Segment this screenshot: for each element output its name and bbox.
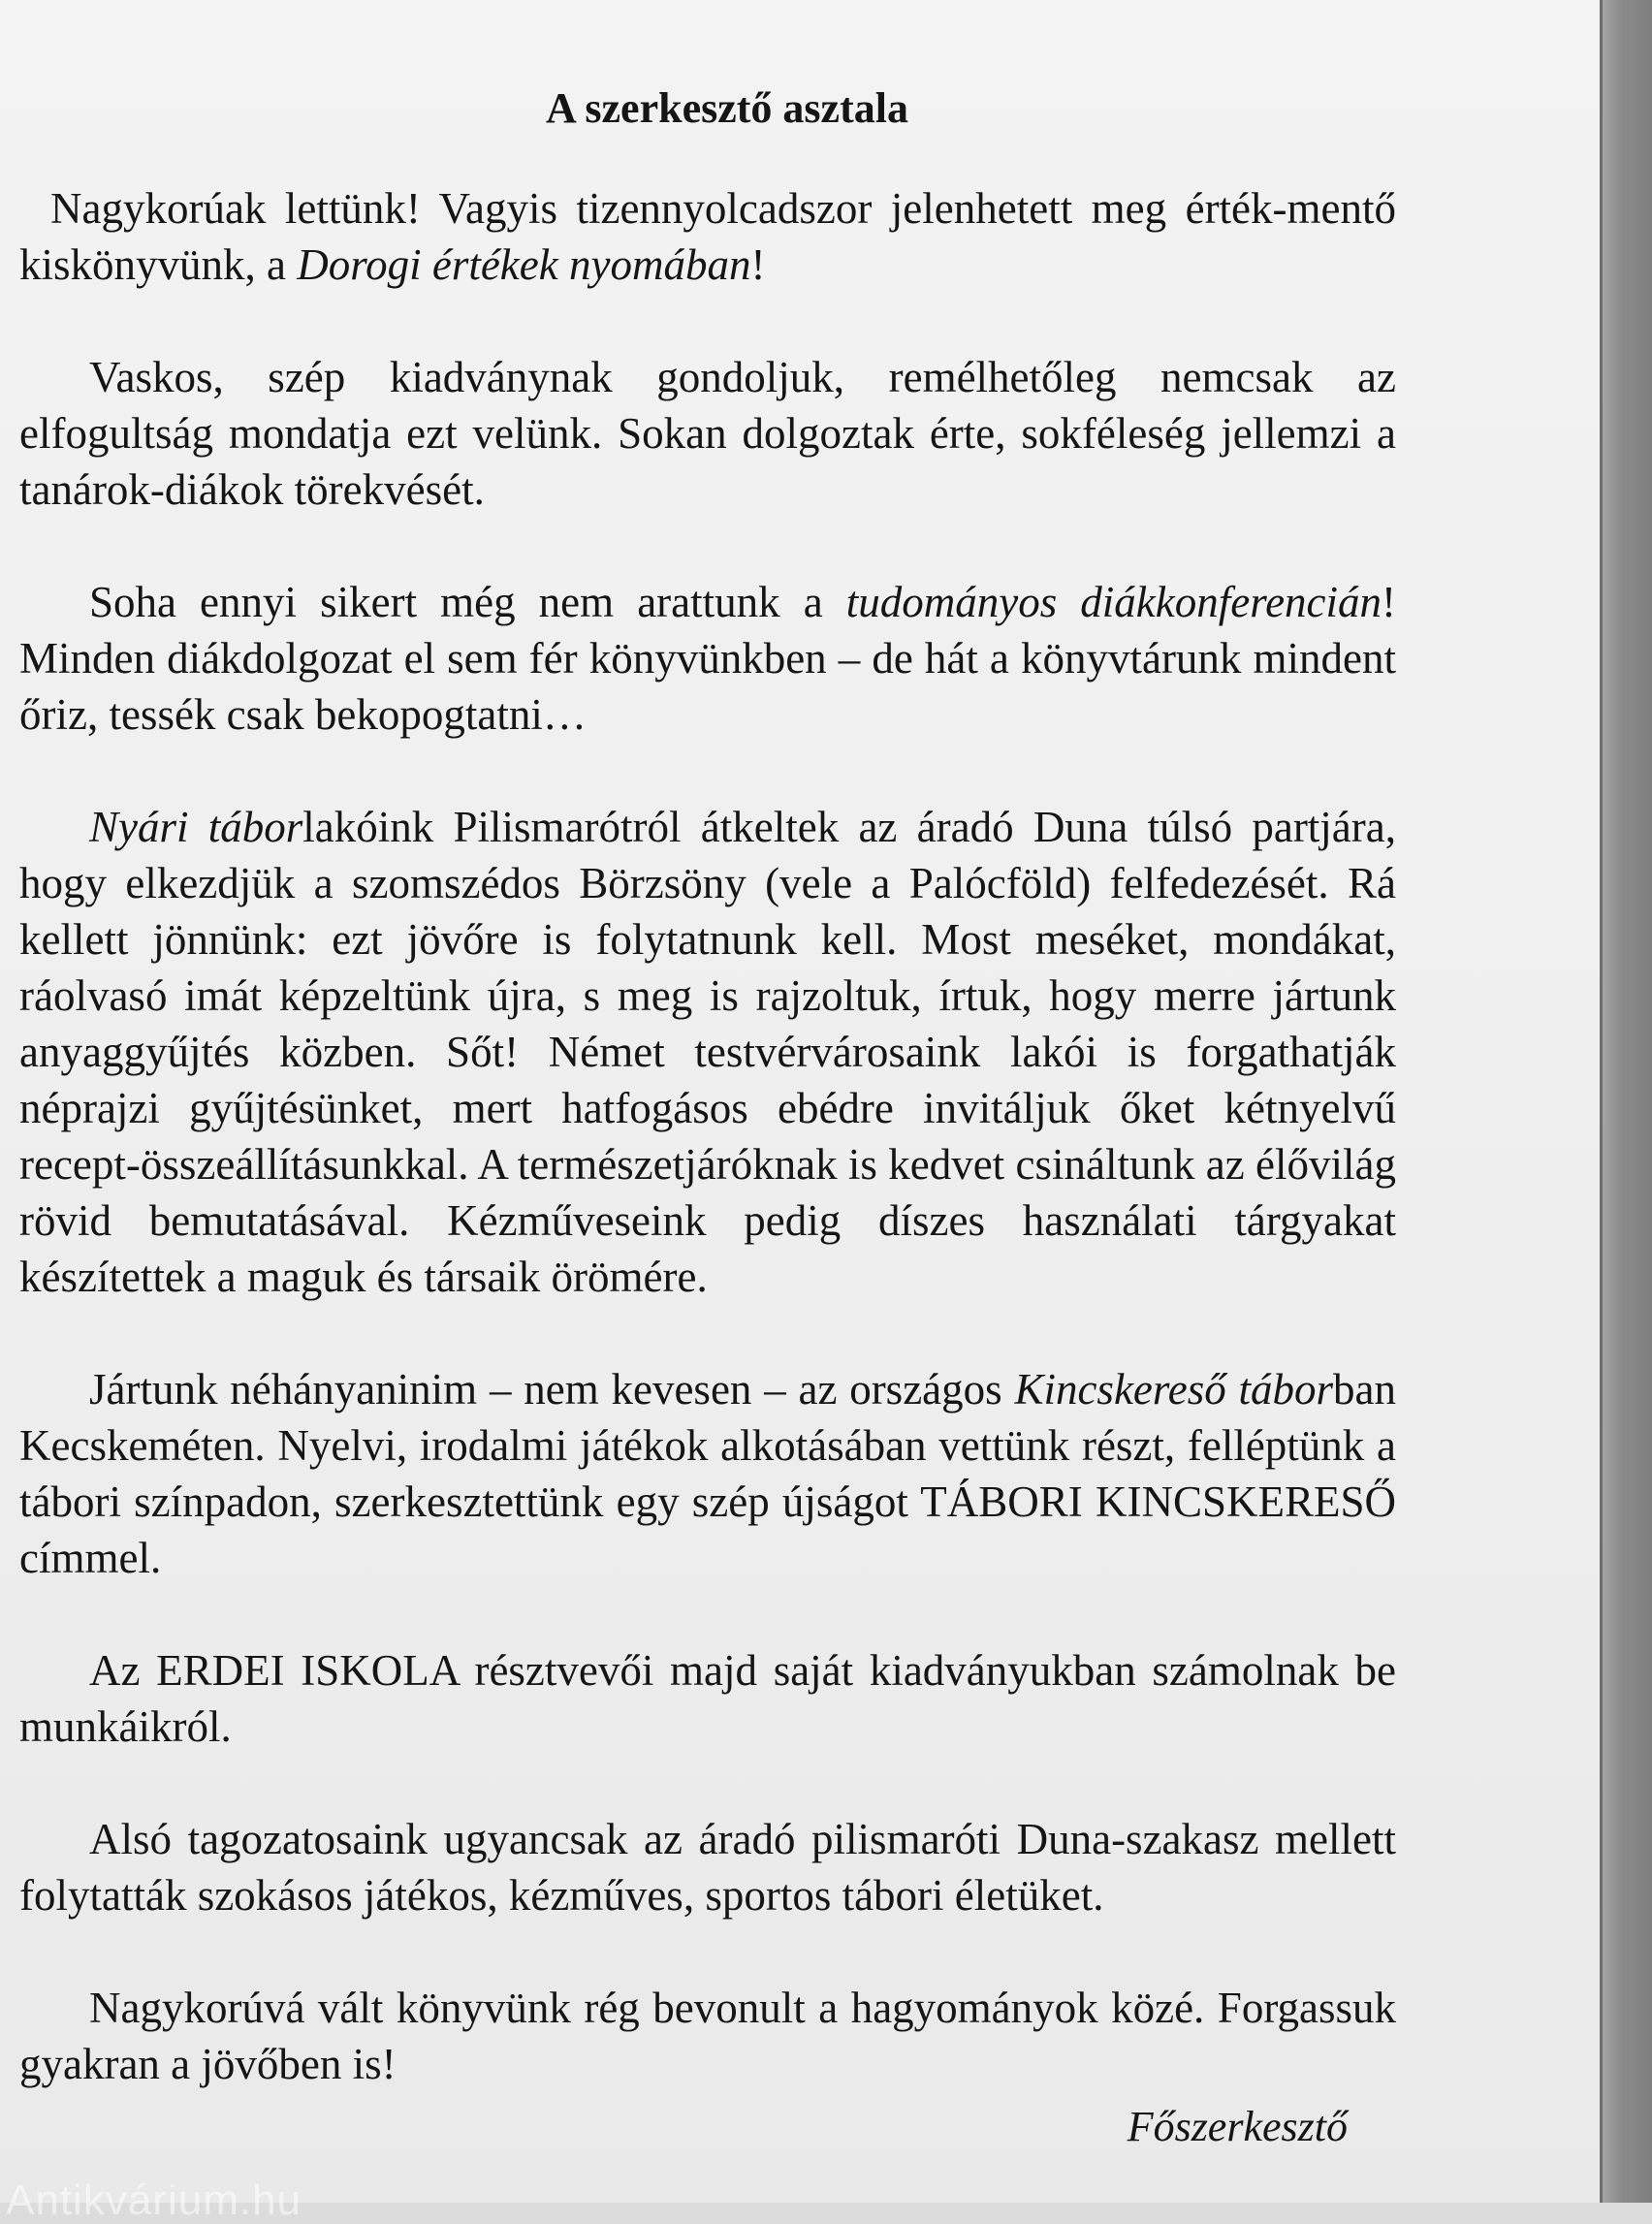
body-paragraph bbox=[19, 1811, 1396, 1923]
body-paragraph bbox=[19, 180, 1396, 293]
italic-text: Nyári tábor bbox=[89, 803, 303, 851]
paragraph-text: Soha ennyi sikert még nem arattunk a bbox=[89, 578, 846, 626]
paragraph-text: Alsó tagozatosaink ugyancsak az áradó pilismaróti Duna-szakasz mellett folytatták szokásos játékos, kézműves, sportos tábori életüket. bbox=[19, 1815, 1396, 1920]
paragraph-text: ban Kecskeméten. Nyelvi, irodalmi játékok alkotásában vettünk részt, felléptünk a tábori színpadon, szerkesztettünk egy szép újságot TÁBORI KINCSKERESŐ címmel. bbox=[19, 1365, 1396, 1582]
paragraph-text: ! Minden diákdolgozat el sem fér könyvünkben – de hát a könyvtárunk mindent őriz, tessék csak bekopogtatni… bbox=[19, 578, 1397, 739]
document-body bbox=[19, 180, 1396, 2148]
body-paragraph bbox=[19, 1361, 1396, 1586]
page-edge-line bbox=[1600, 0, 1603, 2203]
signature: Főszerkesztő bbox=[1127, 2103, 1348, 2150]
paragraph-text: Vaskos, szép kiadványnak gondoljuk, remélhetőleg nemcsak az elfogultság mondatja ezt velünk. Sokan dolgoztak érte, sokféleség jellemzi a tanárok-diákok törekvését. bbox=[19, 353, 1396, 514]
paragraph-text: ! bbox=[750, 240, 766, 289]
italic-text: Dorogi értékek nyomában bbox=[297, 240, 751, 289]
italic-text: tudományos diákkonferencián bbox=[845, 578, 1382, 626]
italic-text: Kincskereső tábor bbox=[1014, 1365, 1334, 1414]
paragraph-text: lakóink Pilismarótról átkeltek az áradó Duna túlsó partjára, hogy elkezdjük a szomszédos Börzsöny (vele a Palócföld) felfedezését. Rá kellett jönnünk: ezt jövőre is folytatnunk kell. Most meséket, mondákat, ráolvasó imát képzeltünk újra, s meg is rajzoltuk, írtuk, hogy merre jártunk anyaggyűjtés közben. Sőt! Német testvérvárosaink lakói is forgathatják néprajzi gyűjtésünket, mert hatfogásos ebédre invitáljuk őket kétnyelvű recept-összeállításunkkal. A természetjáróknak is kedvet csináltunk az élővilág rövid bemutatásával. Kézműveseink pedig díszes használati tárgyakat készítettek a maguk és társaik örömére. bbox=[19, 803, 1396, 1301]
body-paragraph bbox=[19, 349, 1396, 518]
paragraph-text: Az ERDEI ISKOLA résztvevői majd saját kiadványukban számolnak be munkáikról. bbox=[19, 1646, 1396, 1751]
body-paragraph bbox=[19, 799, 1396, 1305]
paragraph-text: Jártunk néhányaninim – nem kevesen – az országos bbox=[89, 1365, 1015, 1414]
body-paragraph bbox=[19, 1980, 1396, 2092]
paragraph-text: Nagykorúvá vált könyvünk rég bevonult a hagyományok közé. Forgassuk gyakran a jövőben is! bbox=[19, 1984, 1396, 2088]
page-binding-edge bbox=[1600, 0, 1652, 2203]
body-paragraph bbox=[19, 1642, 1396, 1755]
page-title: A szerkesztő asztala bbox=[546, 84, 908, 132]
watermark: Antikvárium.hu bbox=[6, 2176, 302, 2224]
body-paragraph bbox=[19, 574, 1396, 743]
paragraph-text: Nagykorúak lettünk! Vagyis tizennyolcadszor jelenhetett meg érték-mentő kiskönyvünk, a bbox=[19, 184, 1396, 289]
